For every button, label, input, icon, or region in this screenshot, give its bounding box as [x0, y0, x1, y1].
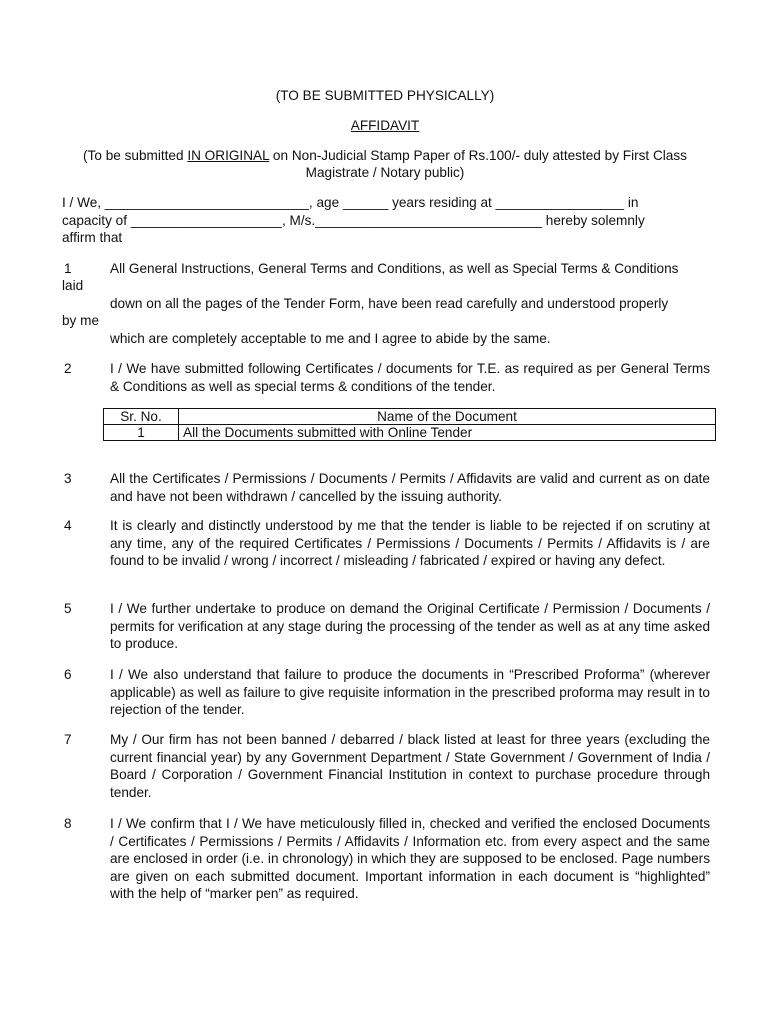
clause-text: My / Our firm has not been banned / debarred / black listed at least for three years (excluding the current financial year) by any Government Department / State Government / Government of India / Board / Corporation / Government Financial Institution in context to purchase procedure through tender.	[110, 732, 710, 800]
submission-instruction-line2: Magistrate / Notary public)	[305, 165, 465, 180]
clause-1-line-2: down on all the pages of the Tender Form, have been read carefully and understood properly	[110, 296, 669, 311]
clause-text: I / We confirm that I / We have meticulously filled in, checked and verified the enclosed Documents / Certificates / Permissions / Permits / Affidavits / Information etc. from every aspect and the same are enclosed in order (i.e. in chronology) in which they are supposed to be enclosed. Page numbers are given on each submitted document. Important information in each document is “highlighted” with the help of “marker pen” as required.	[110, 816, 710, 901]
clause-number: 2	[64, 361, 72, 376]
clause-text: I / We have submitted following Certificates / documents for T.E. as required as per General Terms & Conditions as well as special terms & conditions of the tender.	[110, 361, 710, 394]
clause-1-wrap-1: laid	[62, 278, 84, 293]
clause-number: 7	[64, 732, 72, 747]
table-cell-document-name: All the Documents submitted with Online Tender	[179, 425, 716, 441]
submission-note: (TO BE SUBMITTED PHYSICALLY)	[275, 88, 495, 103]
clause-number: 1	[64, 261, 72, 276]
declaration-line-3: affirm that	[62, 230, 123, 245]
clause-number: 8	[64, 816, 72, 831]
clause-number: 6	[64, 667, 72, 682]
column-header-sr-no: Sr. No.	[104, 409, 179, 425]
clause-1-line-1: All General Instructions, General Terms and Conditions, as well as Special Terms & Conditions	[110, 261, 679, 276]
clause-text: I / We also understand that failure to produce the documents in “Prescribed Proforma” (wherever applicable) as well as failure to give requisite information in the prescribed proforma may result in to rejection of the tender.	[110, 667, 710, 717]
table-header-row	[104, 409, 716, 425]
clause-text: I / We further undertake to produce on demand the Original Certificate / Permission / Documents / permits for verification at any stage during the processing of the tender as well as at any time asked to produce.	[110, 601, 710, 651]
instruction-emphasis: IN ORIGINAL	[187, 148, 270, 163]
clause-number: 3	[64, 471, 72, 486]
document-title: AFFIDAVIT	[350, 118, 420, 133]
instruction-suffix: on Non-Judicial Stamp Paper of Rs.100/- duly attested by First Class	[269, 148, 687, 163]
table-cell-sr-no: 1	[104, 425, 179, 441]
instruction-prefix: (To be submitted	[83, 148, 188, 163]
clause-1-wrap-2: by me	[62, 313, 100, 328]
submission-instruction	[60, 147, 710, 165]
table-row	[104, 425, 716, 441]
clause-number: 5	[64, 601, 72, 616]
declaration-line-1: I / We, ___________________________, age ______ years residing at _________________ in	[62, 195, 639, 210]
column-header-document-name: Name of the Document	[179, 409, 716, 425]
declaration-line-2: capacity of ____________________, M/s.______________________________ hereby solemnly	[62, 213, 645, 228]
clause-number: 4	[64, 518, 72, 533]
clause-1-line-3: which are completely acceptable to me and I agree to abide by the same.	[110, 331, 551, 346]
clause-text: It is clearly and distinctly understood by me that the tender is liable to be rejected if on scrutiny at any time, any of the required Certificates / Permissions / Documents / Permits / Affidavits is / are found to be invalid / wrong / incorrect / misleading / fabricated / expired or having any defect.	[110, 518, 710, 568]
clause-text: All the Certificates / Permissions / Documents / Permits / Affidavits are valid and current as on date and have not been withdrawn / cancelled by the issuing authority.	[110, 471, 710, 504]
documents-table	[103, 408, 716, 441]
